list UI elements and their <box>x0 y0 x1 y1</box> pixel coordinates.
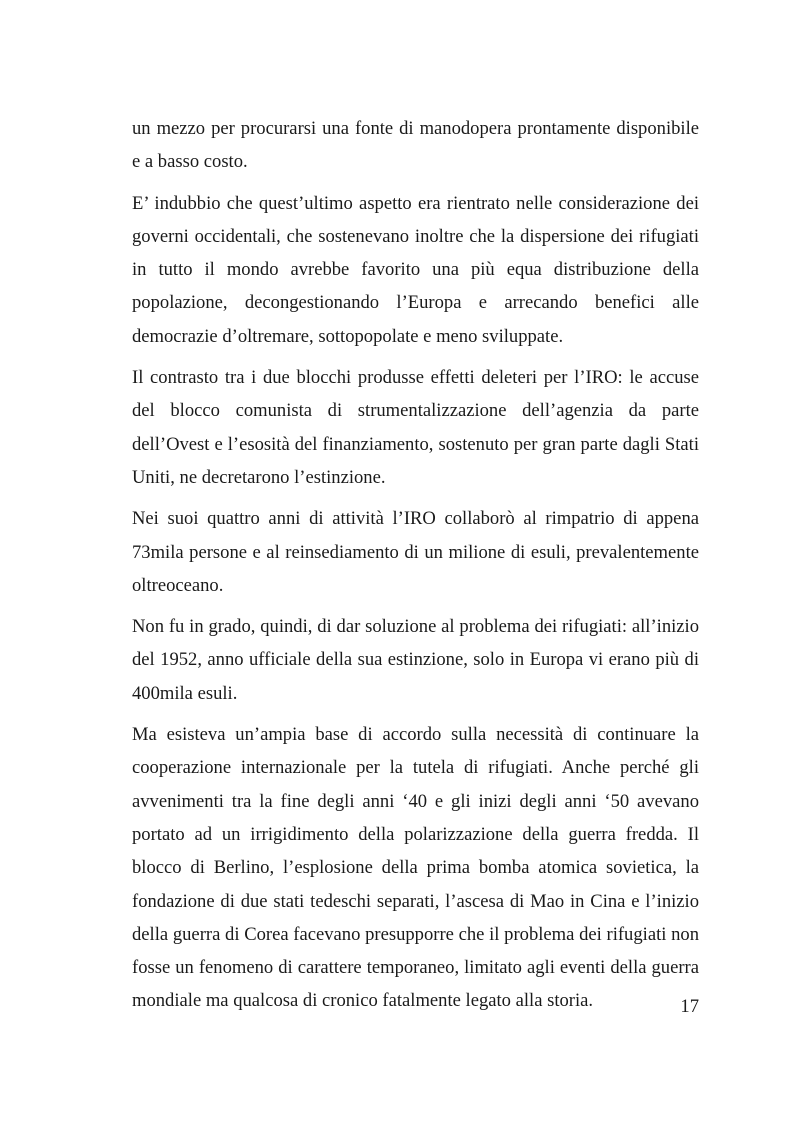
paragraph-western-governments: E’ indubbio che quest’ultimo aspetto era rientrato nelle considerazione dei governi occidentali, che sostenevano inoltre che la dispersione dei rifugiati in tutto il mondo avrebbe favorito una più equa distribuzione della popolazione, decongestionando l’Europa e arrecando benefici alle democrazie d’oltremare, sottopopolate e meno sviluppate. <box>132 192 699 347</box>
document-body <box>132 112 699 1026</box>
paragraph-continuation: un mezzo per procurarsi una fonte di manodopera prontamente disponibile e a basso costo. <box>132 118 699 173</box>
paragraph-iro-activity: Nei suoi quattro anni di attività l’IRO collaborò al rimpatrio di appena 73mila persone e al reinsediamento di un milione di esuli, prevalentemente oltreoceano. <box>132 508 699 596</box>
paragraph-iro-contrast: Il contrasto tra i due blocchi produsse effetti deleteri per l’IRO: le accuse del blocco comunista di strumentalizzazione dell’agenzia da parte dell’Ovest e l’esosità del finanziamento, sostenuto per gran parte dagli Stati Uniti, ne decretarono l’estinzione. <box>132 367 699 488</box>
page-number: 17 <box>680 996 699 1017</box>
paragraph-cooperation: Ma esisteva un’ampia base di accordo sulla necessità di continuare la cooperazione internazionale per la tutela di rifugiati. Anche perché gli avvenimenti tra la fine degli anni ‘40 e gli inizi degli anni ‘50 avevano portato ad un irrigidimento della polarizzazione della guerra fredda. Il blocco di Berlino, l’esplosione della prima bomba atomica sovietica, la fondazione di due stati tedeschi separati, l’ascesa di Mao in Cina e l’inizio della guerra di Corea facevano presupporre che il problema dei rifugiati non fosse un fenomeno di carattere temporaneo, limitato agli eventi della guerra mondiale ma qualcosa di cronico fatalmente legato alla storia. <box>132 724 699 1012</box>
paragraph-refugee-problem: Non fu in grado, quindi, di dar soluzione al problema dei rifugiati: all’inizio del 1952, anno ufficiale della sua estinzione, solo in Europa vi erano più di 400mila esuli. <box>132 616 699 704</box>
